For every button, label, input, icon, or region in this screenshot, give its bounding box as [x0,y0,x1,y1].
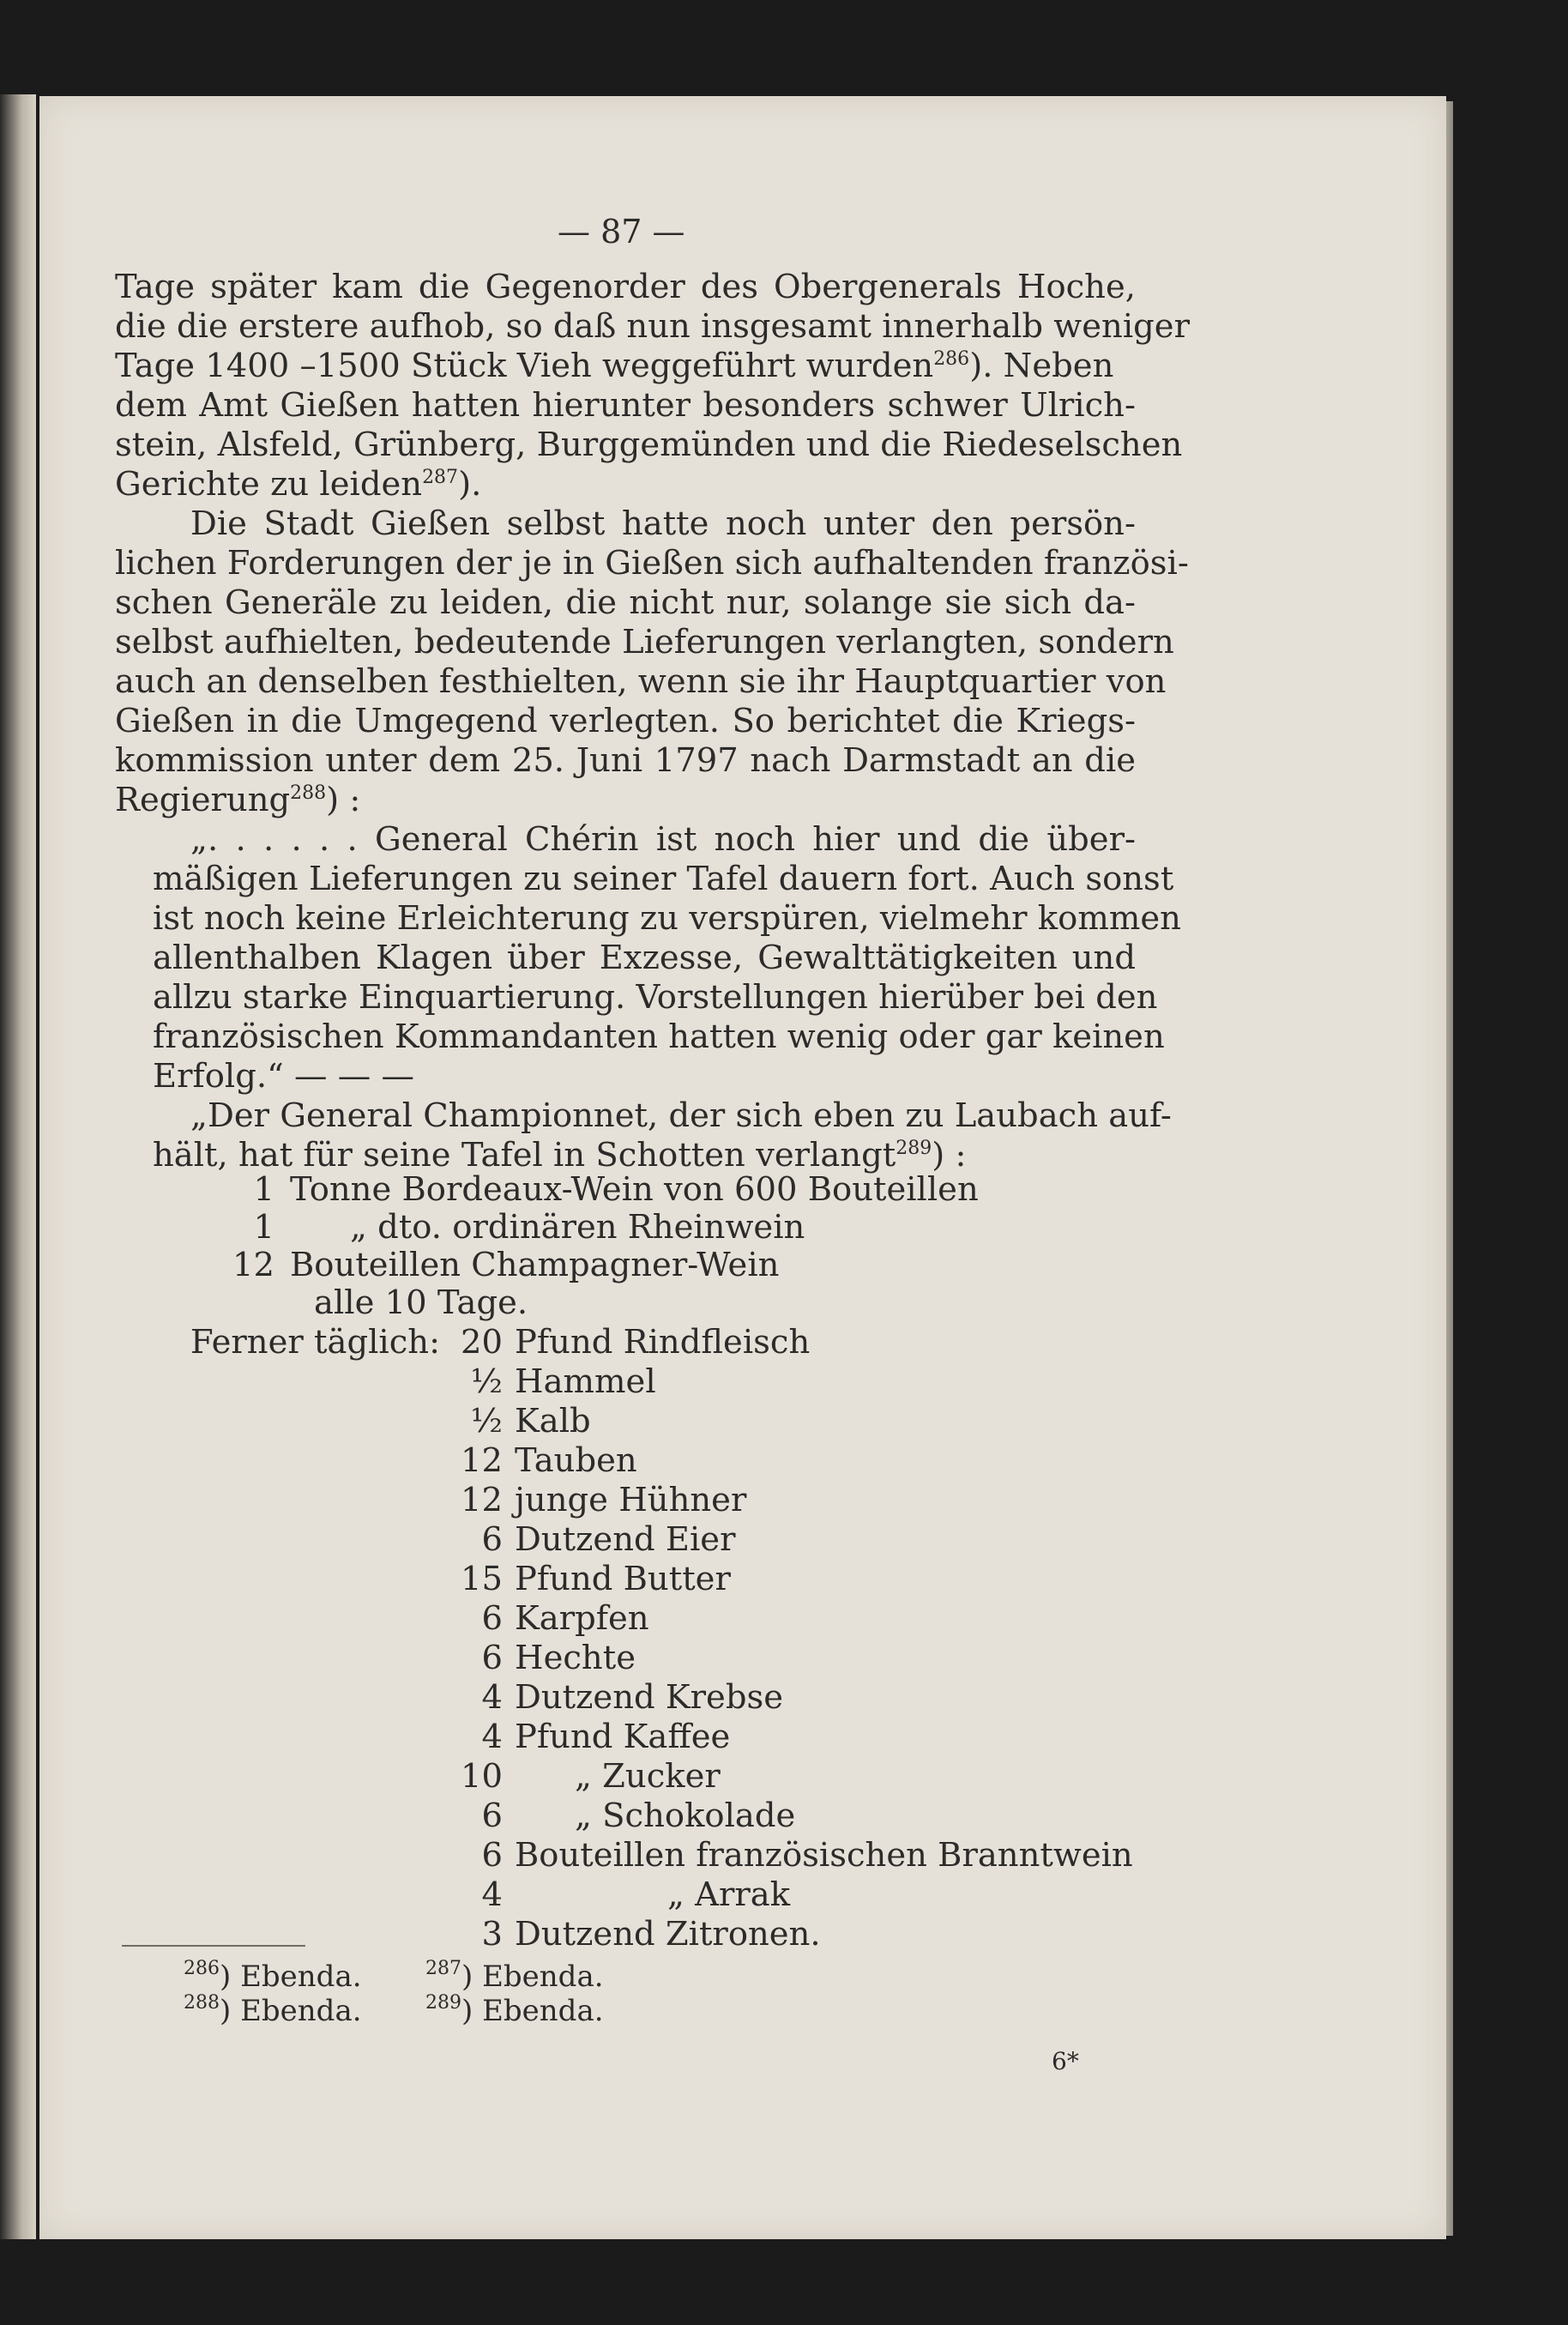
text-line: französischen Kommandanten hatten wenig oder gar keinen [153,1018,1165,1056]
text-line: ist noch keine Erleichterung zu verspüren, vielmehr kommen [153,899,1181,938]
list-qty: 10 [461,1757,503,1796]
list-text: Kalb [515,1402,591,1440]
list-text: Bouteillen Champagner-Wein [290,1246,780,1284]
text-line: mäßigen Lieferungen zu seiner Tafel dauern fort. Auch sonst [153,860,1174,898]
list-qty: 6 [481,1797,503,1835]
list-qty: 1 [253,1208,274,1247]
list-qty: 12 [461,1481,503,1519]
text-fragment: ). Neben [969,347,1114,385]
signature-mark: 6* [1052,2047,1079,2075]
text-line: schen Generäle zu leiden, die nicht nur, solange sie sich da- [115,583,1136,622]
text-fragment: ). [458,465,482,504]
list-text: Dutzend Zitronen. [515,1915,821,1954]
list-text: Pfund Rindfleisch [515,1323,811,1362]
text-fragment: ) : [932,1136,967,1175]
text-line: die die erstere aufhob, so daß nun insgesamt innerhalb weniger [115,307,1190,346]
text-line: auch an denselben festhielten, wenn sie ihr Hauptquartier von [115,662,1167,701]
text-line: „Der General Championnet, der sich eben zu Laubach auf- [190,1096,1172,1135]
list-qty: ½ [470,1362,503,1401]
list-text: Hammel [515,1362,656,1401]
text-line: dem Amt Gießen hatten hierunter besonders schwer Ulrich- [115,386,1136,425]
text-line: Die Stadt Gießen selbst hatte noch unter den persön- [190,504,1136,543]
footnote-number: 289 [425,1992,461,2014]
footnote-ref: 287 [422,467,459,488]
list-qty: 6 [481,1639,503,1677]
text-fragment: Tage 1400 –1500 Stück Vieh weggeführt wurden [115,347,934,385]
text-line [115,347,1136,386]
footnote-text: ) Ebenda. [220,1960,362,1994]
text-fragment: ) : [326,781,361,819]
text-line: allzu starke Einquartierung. Vorstellungen hierüber bei den [153,978,1158,1017]
footnote [425,1960,604,1994]
text-line: stein, Alsfeld, Grünberg, Burggemünden und die Riedeselschen [115,426,1183,464]
list-text: Bouteillen französischen Branntwein [515,1836,1133,1875]
text-line: „. . . . . . General Chérin ist noch hier und die über- [190,820,1136,859]
footnote-number: 286 [184,1958,220,1979]
list-qty: 4 [481,1718,503,1756]
list-qty: 4 [481,1875,503,1914]
text-fragment: Regierung [115,781,291,819]
text-line: allenthalben Klagen über Exzesse, Gewalttätigkeiten und [153,939,1136,977]
text-fragment: hält, hat für seine Tafel in Schotten verlangt [153,1136,896,1175]
list-qty: 4 [481,1678,503,1717]
text-line: Gießen in die Umgegend verlegten. So berichtet die Kriegs- [115,702,1136,740]
text-fragment: Gerichte zu leiden [115,465,423,504]
list-qty: 20 [461,1323,503,1362]
footnote-number: 288 [184,1992,220,2014]
list-text: Pfund Kaffee [515,1718,731,1756]
text-line [115,781,360,820]
list-text: Tauben [515,1441,637,1480]
list-text: Hechte [515,1639,636,1677]
list-text: junge Hühner [515,1481,747,1519]
footnote-number: 287 [425,1958,461,1979]
footnote [184,1960,362,1994]
text-line: kommission unter dem 25. Juni 1797 nach Darmstadt an die [115,741,1136,780]
page-number: — 87 — [558,213,685,251]
list-qty: 6 [481,1520,503,1559]
list-text: Dutzend Krebse [515,1678,784,1717]
footnote-ref: 289 [896,1138,932,1159]
text-line [153,1136,966,1175]
text-line: Tage später kam die Gegenorder des Obergenerals Hoche, [115,268,1136,306]
list-text: „ Schokolade [575,1797,796,1835]
list-text: Dutzend Eier [515,1520,736,1559]
footnote-ref: 288 [290,782,327,804]
list-text: „ Arrak [667,1875,791,1914]
list-qty: 6 [481,1836,503,1875]
footnote-text: ) Ebenda. [461,1960,604,1994]
footnote-rule [122,1945,305,1947]
text-line [115,465,481,504]
list-qty: ½ [470,1402,503,1440]
list-text: „ Zucker [575,1757,721,1796]
text-line: Erfolg.“ — — — [153,1057,415,1096]
book-spine-edge [0,94,36,2239]
list-text: „ dto. ordinären Rheinwein [350,1208,805,1247]
text-line: lichen Forderungen der je in Gießen sich aufhaltenden französi- [115,544,1189,583]
list-text: alle 10 Tage. [314,1283,528,1322]
list-text: Pfund Butter [515,1560,731,1598]
list-qty: 3 [481,1915,503,1954]
footnote [184,1994,362,2028]
list-qty: 12 [232,1246,274,1284]
text-line: selbst aufhielten, bedeutende Lieferungen verlangten, sondern [115,623,1174,661]
footnote [425,1994,604,2028]
list-qty: 12 [461,1441,503,1480]
list-qty: 1 [253,1170,274,1209]
footnote-ref: 286 [933,348,970,370]
list-qty: 6 [481,1599,503,1638]
daily-label: Ferner täglich: [190,1323,441,1362]
footnote-text: ) Ebenda. [461,1994,604,2028]
list-text: Tonne Bordeaux-Wein von 600 Bouteillen [290,1170,979,1209]
footnote-text: ) Ebenda. [220,1994,362,2028]
list-qty: 15 [461,1560,503,1598]
list-text: Karpfen [515,1599,649,1638]
